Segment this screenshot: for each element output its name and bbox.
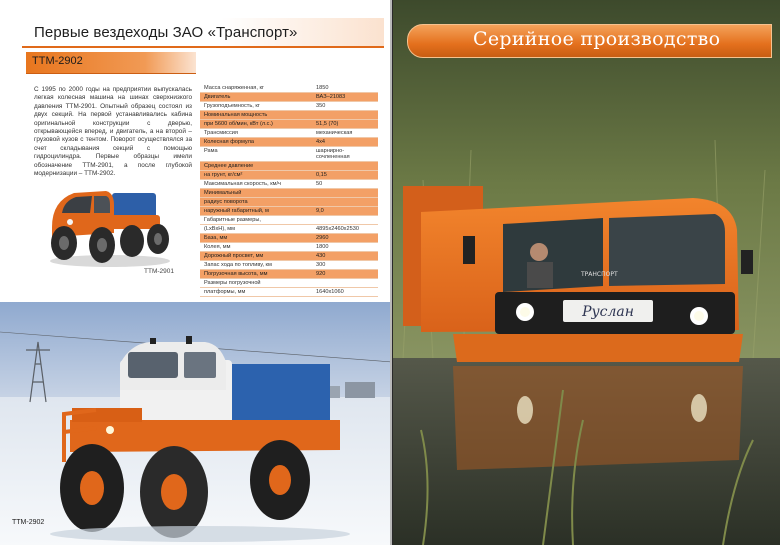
spec-value: 1800 xyxy=(312,243,378,252)
spec-value xyxy=(312,162,378,171)
spec-value xyxy=(312,198,378,207)
caption-ttm2902: ТТМ-2902 xyxy=(12,519,45,526)
spec-value: ВАЗ–21083 xyxy=(312,93,378,102)
spec-value xyxy=(312,111,378,120)
spec-row xyxy=(200,234,378,243)
spec-label: Масса снаряженная, кг xyxy=(200,84,312,93)
spec-value: механическая xyxy=(312,129,378,138)
body-text: С 1995 по 2000 годы на предприятии выпускалась легкая колесная машина на шинах сверхнизкого давления ТТМ-2901. Опытный образец состоял из двух секций. На первой устанавливались кабина оригинальной конструкции с дверью, открывающейся вперед, и двигатель, а на второй – грузовой кузов с тентом. Поворот осуществлялся за счет складывания секций с помощью гидроцилиндра. Первые образцы имели обозначение ТТМ-2901, а после глубокой модернизации – ТТМ-2902. xyxy=(34,86,192,178)
spec-label: Колея, мм xyxy=(200,243,312,252)
spec-value: 4895х2460х2530 xyxy=(312,225,378,234)
spec-value xyxy=(312,189,378,198)
serial-vehicle-photo xyxy=(393,0,780,545)
spec-row xyxy=(200,252,378,261)
spec-value: 9,0 xyxy=(312,207,378,216)
spec-value: 920 xyxy=(312,270,378,279)
spec-label: Среднее давление xyxy=(200,162,312,171)
spec-label: Размеры погрузочной xyxy=(200,279,312,288)
spec-row xyxy=(200,129,378,138)
grille-text: ТРАНСПОРТ xyxy=(581,271,618,278)
spec-value: 0,15 xyxy=(312,171,378,180)
spec-label: Минимальный xyxy=(200,189,312,198)
spec-row xyxy=(200,162,378,171)
right-page xyxy=(393,0,780,545)
spec-label: радиус поворота xyxy=(200,198,312,207)
spec-label: Номинальная мощность xyxy=(200,111,312,120)
spec-row xyxy=(200,243,378,252)
vehicle-label: Руслан xyxy=(582,304,634,320)
spec-row xyxy=(200,120,378,129)
caption-ttm2901: ТТМ-2901 xyxy=(144,268,174,275)
spec-value: 2960 xyxy=(312,234,378,243)
spec-row xyxy=(200,189,378,198)
spec-label: на грунт, кг/см² xyxy=(200,171,312,180)
spec-row xyxy=(200,216,378,225)
spec-value: 50 xyxy=(312,180,378,189)
spec-value: 4х4 xyxy=(312,138,378,147)
spec-row xyxy=(200,93,378,102)
spec-row xyxy=(200,84,378,93)
spec-row xyxy=(200,279,378,288)
spec-value: 1640х1060 xyxy=(312,288,378,297)
spec-value xyxy=(312,279,378,288)
spec-row xyxy=(200,198,378,207)
spec-table xyxy=(200,84,378,297)
spec-label: наружный габаритный, м xyxy=(200,207,312,216)
spec-label: Максимальная скорость, км/ч xyxy=(200,180,312,189)
spec-row xyxy=(200,171,378,180)
spec-row xyxy=(200,270,378,279)
spec-label: Трансмиссия xyxy=(200,129,312,138)
spec-value: 350 xyxy=(312,102,378,111)
spec-label: (LхBхH), мм xyxy=(200,225,312,234)
spec-label: Грузоподъемность, кг xyxy=(200,102,312,111)
model-tab-label: ТТМ-2902 xyxy=(32,55,83,67)
spec-label: Дорожный просвет, мм xyxy=(200,252,312,261)
spec-value: 430 xyxy=(312,252,378,261)
page-heading: Первые вездеходы ЗАО «Транспорт» xyxy=(34,24,298,41)
spec-label: Габаритные размеры, xyxy=(200,216,312,225)
spec-label: База, мм xyxy=(200,234,312,243)
spec-value: 300 xyxy=(312,261,378,270)
spec-row xyxy=(200,111,378,120)
spec-row xyxy=(200,261,378,270)
section-title: Серийное производство xyxy=(473,28,721,50)
spec-label: Погрузочная высота, мм xyxy=(200,270,312,279)
spec-label: Колесная формула xyxy=(200,138,312,147)
spec-value: шарнирно-сочлененная xyxy=(312,147,378,162)
spec-row xyxy=(200,288,378,297)
spec-value: 1850 xyxy=(312,84,378,93)
spec-label: при 5600 об/мин, кВт (л.с.) xyxy=(200,120,312,129)
spec-row xyxy=(200,225,378,234)
spec-label: Запас хода по топливу, км xyxy=(200,261,312,270)
spec-label: платформы, мм xyxy=(200,288,312,297)
spec-row xyxy=(200,138,378,147)
spec-label: Рама xyxy=(200,147,312,162)
spec-row xyxy=(200,147,378,162)
spec-row xyxy=(200,207,378,216)
spec-row xyxy=(200,180,378,189)
spec-label: Двигатель xyxy=(200,93,312,102)
spec-value xyxy=(312,216,378,225)
vehicle-ttm2902-photo xyxy=(0,302,392,545)
spec-value: 51,5 (70) xyxy=(312,120,378,129)
spec-row xyxy=(200,102,378,111)
vehicle-ttm2901-photo xyxy=(40,175,175,270)
